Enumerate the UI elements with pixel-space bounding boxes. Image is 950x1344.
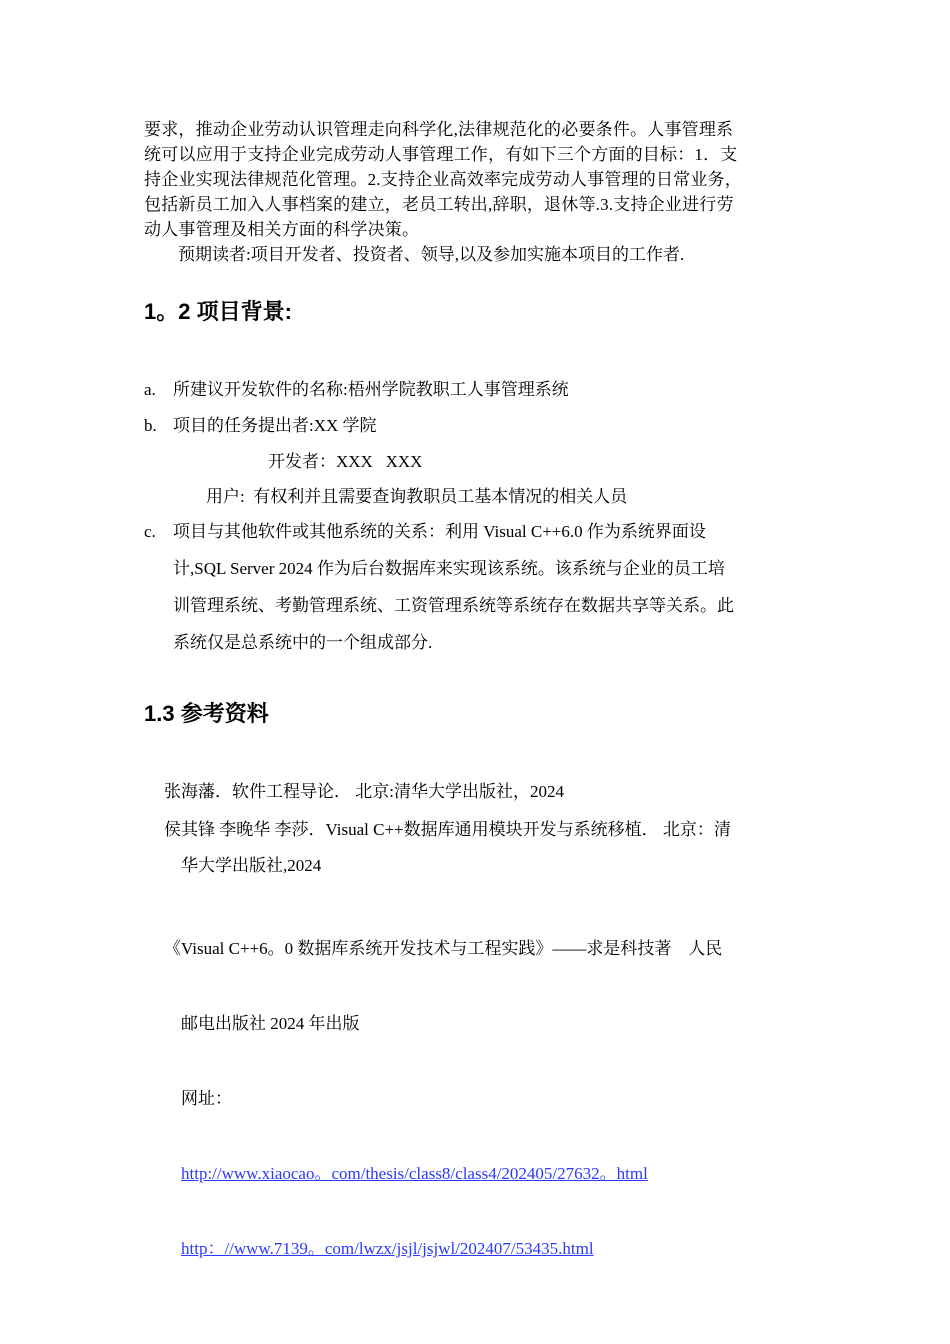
reference-line: 侯其锋 李晚华 李莎．Visual C++数据库通用模块开发与系统移植． 北京：清	[164, 820, 731, 839]
list-item-text-line: 系统仅是总系统中的一个组成部分.	[173, 633, 433, 652]
list-item-text-line: 计,SQL Server 2024 作为后台数据库来实现该系统。该系统与企业的员工培	[173, 559, 725, 578]
reference-line: 邮电出版社 2024 年出版	[181, 1014, 360, 1033]
list-item-text: 项目的任务提出者:XX 学院	[173, 416, 377, 435]
expected-readers: 预期读者:项目开发者、投资者、领导,以及参加实施本项目的工作者.	[178, 245, 685, 264]
reference-url-link[interactable]: http://www.xiaocao。com/thesis/class8/class4/202405/27632。html	[181, 1164, 648, 1183]
users-line: 用户: 有权利并且需要查询教职员工基本情况的相关人员	[206, 487, 628, 506]
intro-line: 包括新员工加入人事档案的建立，老员工转出,辞职，退休等.3.支持企业进行劳	[144, 195, 734, 214]
list-item-c	[144, 513, 816, 661]
intro-line: 持企业实现法律规范化管理。2.支持企业高效率完成劳动人事管理的日常业务，	[144, 170, 742, 189]
list-item-a	[144, 371, 569, 408]
developer-line: 开发者：XXX XXX	[268, 452, 423, 471]
list-item-text-line: 项目与其他软件或其他系统的关系：利用 Visual C++6.0 作为系统界面设	[173, 522, 706, 541]
list-marker: b.	[144, 416, 157, 435]
reference-line: 《Visual C++6。0 数据库系统开发技术与工程实践》——求是科技著 人民	[164, 939, 723, 958]
reference-2	[164, 812, 731, 884]
list-item-b	[144, 407, 377, 444]
intro-line: 要求，推动企业劳动认识管理走向科学化,法律规范化的必要条件。人事管理系	[144, 120, 734, 139]
list-item-text-line: 训管理系统、考勤管理系统、工资管理系统等系统存在数据共享等关系。此	[173, 596, 734, 615]
intro-line: 动人事管理及相关方面的科学决策。	[144, 220, 420, 239]
section-heading-1-3: 1.3 参考资料	[144, 701, 269, 726]
intro-line: 统可以应用于支持企业完成劳动人事管理工作，有如下三个方面的目标：1．支	[144, 145, 738, 164]
reference-3	[164, 886, 722, 1311]
reference-line: 华大学出版社,2024	[181, 856, 322, 875]
reference-line: 网址：	[181, 1089, 232, 1108]
list-item-text: 所建议开发软件的名称:梧州学院教职工人事管理系统	[173, 380, 569, 399]
intro-paragraph	[144, 117, 816, 242]
section-heading-1-2: 1。2 项目背景:	[144, 299, 292, 324]
reference-url-link[interactable]: http：//www.7139。com/lwzx/jsjl/jsjwl/202407/53435.html	[181, 1239, 594, 1258]
list-marker: a.	[144, 380, 156, 399]
reference-1: 张海藩．软件工程导论． 北京:清华大学出版社，2024	[164, 782, 564, 801]
list-marker: c.	[144, 522, 156, 541]
